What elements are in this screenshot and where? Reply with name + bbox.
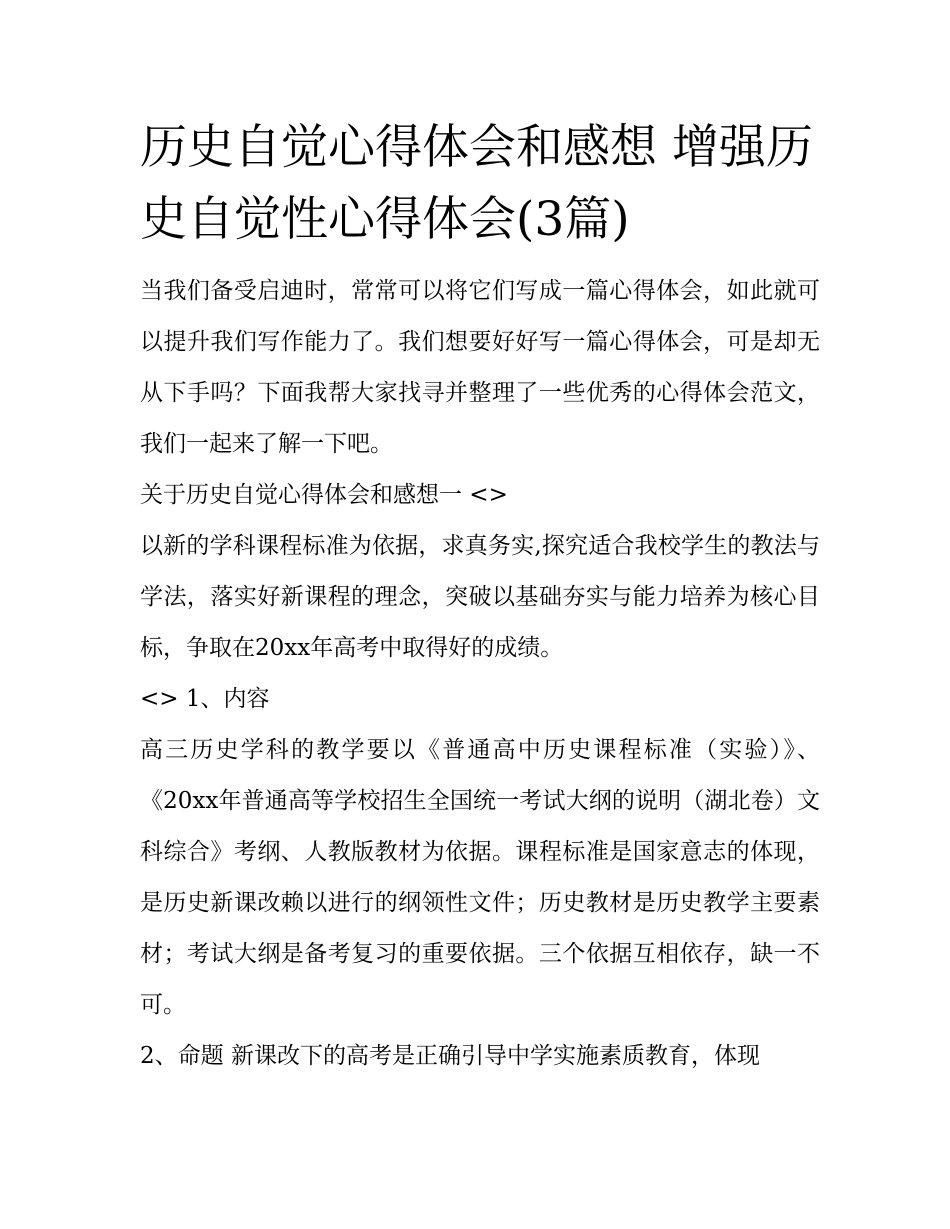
section-heading-one: 关于历史自觉心得体会和感想一 <> xyxy=(140,482,508,508)
subsection-content: <> 1、内容 xyxy=(140,686,270,712)
document-title: 历史自觉心得体会和感想 增强历史自觉性心得体会(3篇) xyxy=(140,120,813,247)
document-body xyxy=(140,112,820,1082)
paragraph-basis: 高三历史学科的教学要以《普通高中历史课程标准（实验）》、《20xx年普通高等学校招生全国统一考试大纲的说明（湖北卷）文科综合》考纲、人教版教材为依据。课程标准是国家意志的体现，是历史新课改赖以进行的纲领性文件；历史教材是历史教学主要素材；考试大纲是备考复习的重要依据。三个依据互相依存，缺一不可。 xyxy=(140,737,820,1018)
paragraph-proposition: 2、命题 新课改下的高考是正确引导中学实施素质教育，体现 xyxy=(140,1043,760,1069)
paragraph-goal: 以新的学科课程标准为依据，求真务实,探究适合我校学生的教法与学法，落实好新课程的理念，突破以基础夯实与能力培养为核心目标，争取在20xx年高考中取得好的成绩。 xyxy=(140,533,820,661)
paragraph-intro: 当我们备受启迪时，常常可以将它们写成一篇心得体会，如此就可以提升我们写作能力了。我们想要好好写一篇心得体会，可是却无从下手吗？下面我帮大家找寻并整理了一些优秀的心得体会范文，我们一起来了解一下吧。 xyxy=(140,278,820,457)
